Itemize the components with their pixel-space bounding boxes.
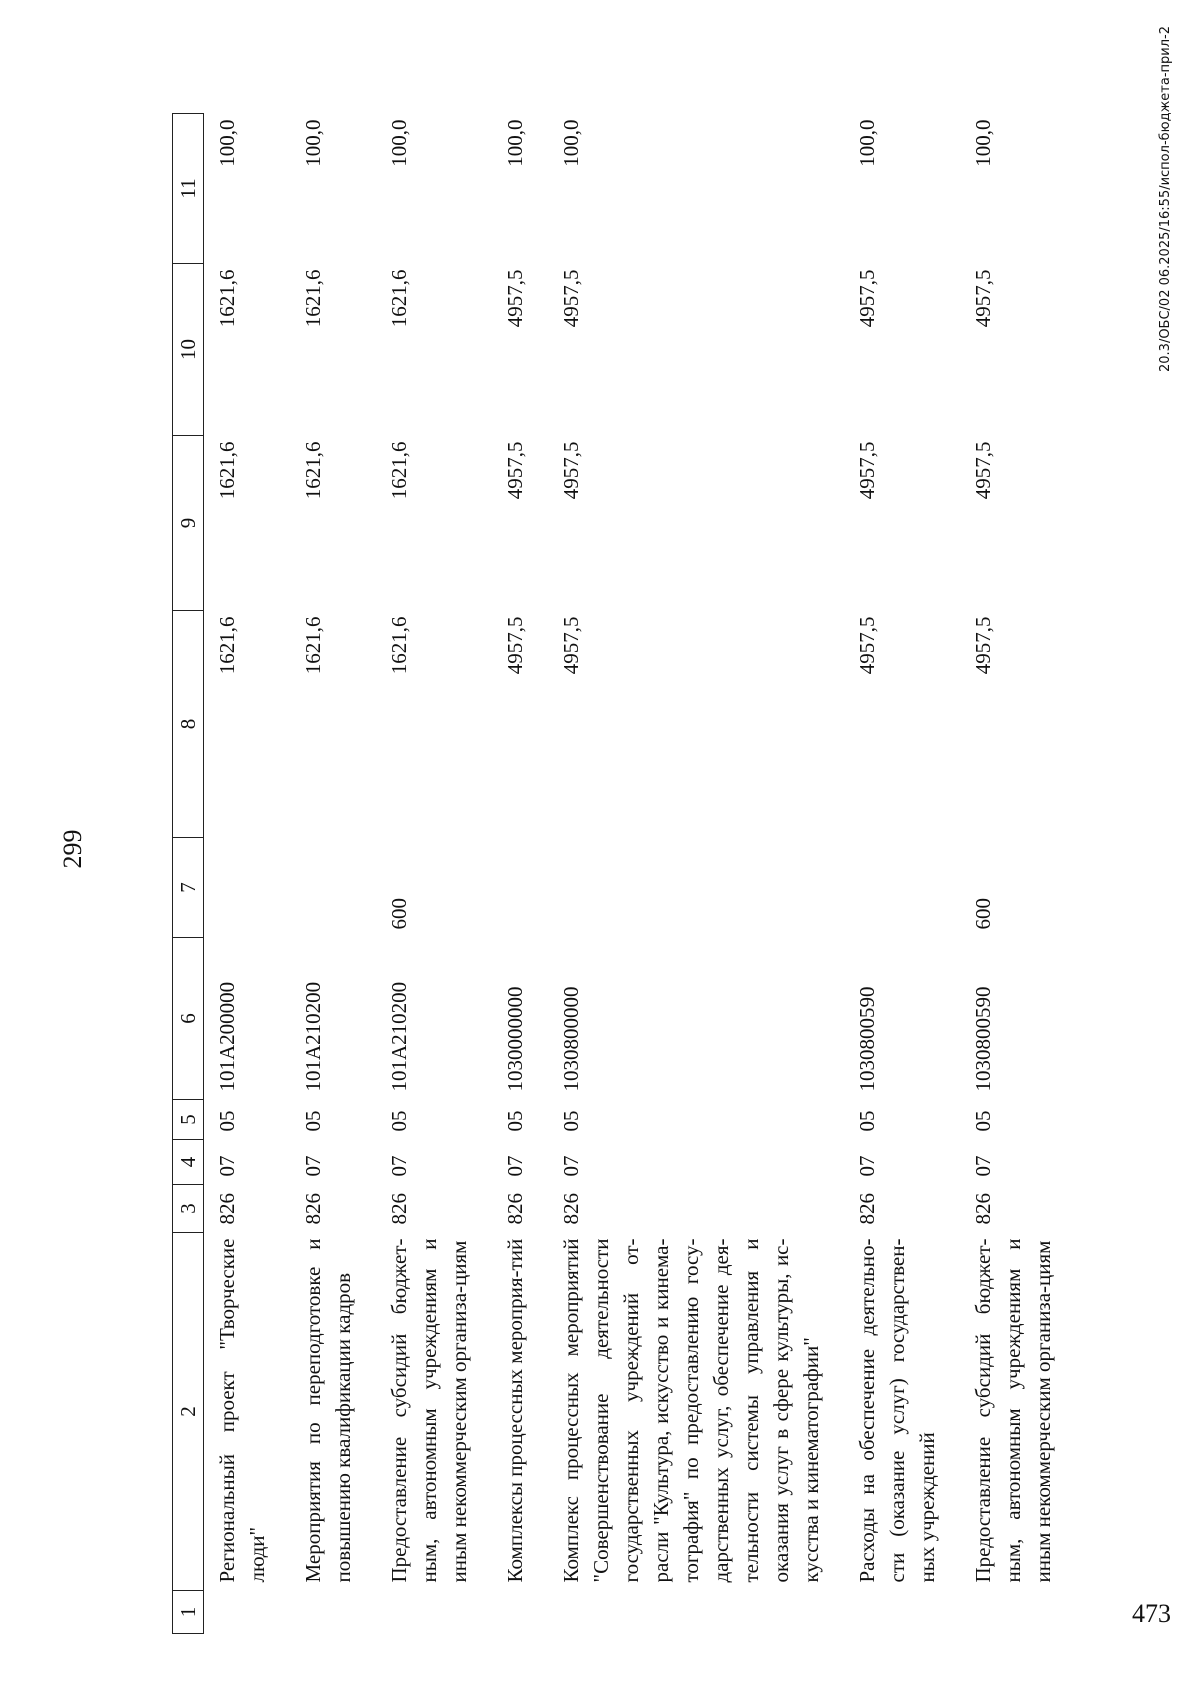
- cell-col-11: 100,0: [387, 119, 411, 167]
- cell-col-9: 4957,5: [971, 441, 995, 500]
- cell-col-9: 4957,5: [855, 441, 879, 500]
- cell-col-6: 1030800590: [971, 986, 995, 1092]
- sheet-number: 473: [1132, 1599, 1171, 1628]
- cell-col-7: [290, 838, 376, 938]
- cell-col-4: 07: [971, 1155, 995, 1177]
- column-header-9: 9: [173, 436, 204, 611]
- table-row: [548, 114, 844, 1634]
- cell-col-8: 4957,5: [559, 616, 583, 675]
- cell-col-1: [844, 1591, 960, 1634]
- cell-col-6: 101А210200: [387, 981, 411, 1092]
- cell-col-7: [204, 838, 291, 938]
- cell-col-1: [376, 1591, 492, 1634]
- cell-col-8: 1621,6: [215, 616, 239, 675]
- cell-col-11: 100,0: [855, 119, 879, 167]
- cell-col-3: 826: [559, 1193, 583, 1225]
- cell-col-4: 07: [215, 1155, 239, 1177]
- cell-col-11: 100,0: [559, 119, 583, 167]
- header-row: [173, 114, 204, 1634]
- cell-col-1: [204, 1591, 291, 1634]
- column-header-10: 10: [173, 264, 204, 436]
- table-row: [844, 114, 960, 1634]
- cell-col-8: 1621,6: [301, 616, 325, 675]
- cell-col-3: 826: [855, 1193, 879, 1225]
- cell-col-10: 1621,6: [301, 269, 325, 328]
- cell-col-4: 07: [559, 1155, 583, 1177]
- cell-col-11: 100,0: [971, 119, 995, 167]
- cell-col-10: 1621,6: [387, 269, 411, 328]
- budget-table: [172, 113, 1076, 1634]
- cell-col-3: 826: [971, 1193, 995, 1225]
- cell-col-4: 07: [855, 1155, 879, 1177]
- table-row: [204, 114, 291, 1634]
- cell-col-7: 600: [387, 898, 411, 930]
- cell-col-1: [548, 1591, 844, 1634]
- cell-col-5: 05: [971, 1110, 995, 1132]
- cell-col-7: [844, 838, 960, 938]
- column-header-6: 6: [173, 938, 204, 1100]
- cell-col-5: 05: [301, 1110, 325, 1132]
- cell-col-6: 1030000000: [503, 986, 527, 1092]
- cell-col-7: [492, 838, 548, 938]
- table-body: [204, 114, 1077, 1634]
- cell-col-9: 4957,5: [559, 441, 583, 500]
- cell-col-3: 826: [215, 1193, 239, 1225]
- column-header-8: 8: [173, 611, 204, 838]
- cell-col-11: 100,0: [215, 119, 239, 167]
- cell-col-10: 4957,5: [855, 269, 879, 328]
- cell-col-3: 826: [301, 1193, 325, 1225]
- cell-col-10: 4957,5: [559, 269, 583, 328]
- cell-col-8: 4957,5: [971, 616, 995, 675]
- row-name: Предоставление субсидий бюджет-ным, автономным учреждениям и иным некоммерческим организа-циям: [387, 1238, 471, 1583]
- cell-col-6: 1030800000: [559, 986, 583, 1092]
- column-header-2: 2: [173, 1233, 204, 1591]
- cell-col-7: 600: [971, 898, 995, 930]
- cell-col-6: 101А200000: [215, 981, 239, 1092]
- row-name: Комплекс процессных мероприятий "Совершенствование деятельности государственных учреждений от-расли "Культура, искусство и кинема-тография" по предоставлению госу-дарственных услуг, обеспечение дея-тельности системы управления и оказания услуг в сфере культуры, ис-кусства и кинематографии": [559, 1238, 823, 1583]
- cell-col-4: 07: [387, 1155, 411, 1177]
- cell-col-1: [492, 1591, 548, 1634]
- cell-col-1: [290, 1591, 376, 1634]
- cell-col-3: 826: [503, 1193, 527, 1225]
- table-row: [492, 114, 548, 1634]
- cell-col-9: 1621,6: [301, 441, 325, 500]
- table-row: [960, 114, 1076, 1634]
- cell-col-10: 4957,5: [503, 269, 527, 328]
- cell-col-4: 07: [503, 1155, 527, 1177]
- column-header-11: 11: [173, 114, 204, 264]
- cell-col-11: 100,0: [301, 119, 325, 167]
- cell-col-5: 05: [503, 1110, 527, 1132]
- column-header-7: 7: [173, 838, 204, 938]
- column-header-3: 3: [173, 1185, 204, 1233]
- cell-col-3: 826: [387, 1193, 411, 1225]
- cell-col-1: [960, 1591, 1076, 1634]
- cell-col-9: 4957,5: [503, 441, 527, 500]
- cell-col-8: 4957,5: [855, 616, 879, 675]
- table-row: [290, 114, 376, 1634]
- cell-col-11: 100,0: [503, 119, 527, 167]
- cell-col-8: 4957,5: [503, 616, 527, 675]
- table-row: [376, 114, 492, 1634]
- cell-col-7: [548, 838, 844, 938]
- cell-col-5: 05: [855, 1110, 879, 1132]
- row-name: Мероприятия по переподготовке и повышению квалификации кадров: [301, 1238, 355, 1583]
- row-name: Предоставление субсидий бюджет-ным, автономным учреждениям и иным некоммерческим организа-циям: [971, 1238, 1055, 1583]
- page-number: 299: [58, 829, 87, 869]
- column-header-5: 5: [173, 1100, 204, 1140]
- row-name: Расходы на обеспечение деятельно-сти (оказание услуг) государствен-ных учреждений: [855, 1238, 939, 1583]
- cell-col-9: 1621,6: [387, 441, 411, 500]
- cell-col-6: 1030800590: [855, 986, 879, 1092]
- column-header-4: 4: [173, 1140, 204, 1185]
- row-name: Региональный проект "Творческие люди": [215, 1238, 269, 1583]
- cell-col-10: 1621,6: [215, 269, 239, 328]
- cell-col-5: 05: [387, 1110, 411, 1132]
- cell-col-8: 1621,6: [387, 616, 411, 675]
- cell-col-4: 07: [301, 1155, 325, 1177]
- cell-col-6: 101А210200: [301, 981, 325, 1092]
- column-header-1: 1: [173, 1591, 204, 1634]
- cell-col-9: 1621,6: [215, 441, 239, 500]
- row-name: Комплексы процессных мероприя-тий: [503, 1238, 527, 1583]
- cell-col-10: 4957,5: [971, 269, 995, 328]
- cell-col-5: 05: [215, 1110, 239, 1132]
- document-reference: 20.3/ОБС/02 06.2025/16:55/испол-бюджета-прил-2: [1158, 26, 1173, 372]
- cell-col-5: 05: [559, 1110, 583, 1132]
